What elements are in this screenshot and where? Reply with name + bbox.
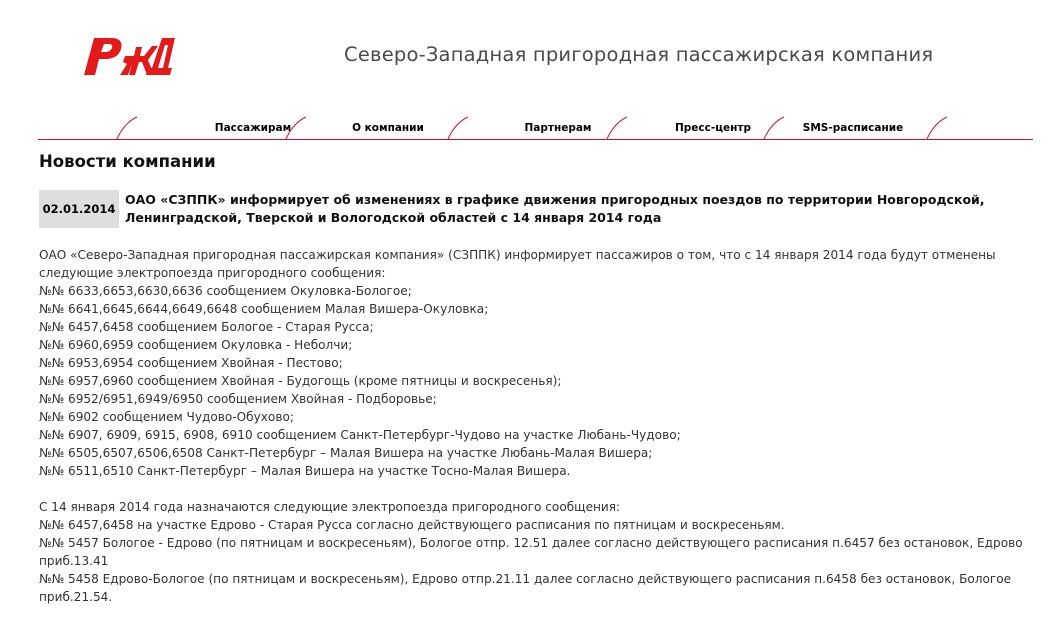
news-second-intro-text: С 14 января 2014 года назначаются следующие электропоезда пригородного сообщения: <box>39 500 621 514</box>
news-intro-text: ОАО «Северо-Западная пригородная пассажирская компания» (СЗППК) информирует пассажиров о том, что с 14 января 2014 года будут отменены следующие электропоезда пригородного сообщения: <box>39 248 996 280</box>
nav-item-partners[interactable]: Партнерам <box>524 122 592 134</box>
nav-tab-notch <box>606 116 628 140</box>
news-date: 02.01.2014 <box>39 190 119 228</box>
train-list-item: №№ 6960,6959 сообщением Окуловка - Неболчи; <box>39 338 353 352</box>
train-list-item: №№ 6907, 6909, 6915, 6908, 6910 сообщением Санкт-Петербург-Чудово на участке Любань-Чудово; <box>39 428 681 442</box>
nav-item-sms-schedule[interactable]: SMS-расписание <box>802 122 904 134</box>
train-list-item: №№ 6953,6954 сообщением Хвойная - Пестово; <box>39 356 343 370</box>
train-list-item: №№ 6957,6960 сообщением Хвойная - Будогощь (кроме пятницы и воскресенья); <box>39 374 562 388</box>
news-body <box>39 246 1029 606</box>
main-navigation <box>38 116 1033 142</box>
nav-tab-notch <box>447 116 469 140</box>
section-title: Новости компании <box>39 152 216 171</box>
paragraph-spacer <box>39 480 1029 498</box>
train-list-item: №№ 5457 Бологое - Едрово (по пятницам и воскресеньям), Бологое отпр. 12.51 далее согласно действующего расписания п.6457 без остановок, Едрово приб.13.41 <box>39 536 1023 568</box>
train-list-item: №№ 6457,6458 на участке Едрово - Старая Русса согласно действующего расписания по пятницам и воскресеньям. <box>39 518 785 532</box>
nav-item-passengers[interactable]: Пассажирам <box>214 122 292 134</box>
nav-tab-notch <box>763 116 785 140</box>
nav-tab-notch <box>116 116 138 140</box>
site-header <box>0 0 1055 110</box>
nav-item-press-center[interactable]: Пресс-центр <box>675 122 751 134</box>
nav-tab-notch <box>926 116 948 140</box>
train-list-item: №№ 6511,6510 Санкт-Петербург – Малая Вишера на участке Тосно-Малая Вишера. <box>39 464 571 478</box>
news-title[interactable]: ОАО «СЗППК» информирует об изменениях в графике движения пригородных поездов по территории Новгородской, Ленинградской, Тверской и Вологодской областей с 14 января 2014 года <box>125 192 985 225</box>
train-list-item: №№ 6952/6951,6949/6950 сообщением Хвойная - Подборовье; <box>39 392 437 406</box>
train-list-item: №№ 6641,6645,6644,6649,6648 сообщением Малая Вишера-Окуловка; <box>39 302 489 316</box>
nav-tab-notch <box>285 116 307 140</box>
train-list-item: №№ 6457,6458 сообщением Бологое - Старая Русса; <box>39 320 374 334</box>
rzd-logo[interactable] <box>82 34 176 76</box>
company-title: Северо-Западная пригородная пассажирская компания <box>344 43 934 66</box>
train-list-item: №№ 6633,6653,6630,6636 сообщением Окуловка-Бологое; <box>39 284 412 298</box>
train-list-item: №№ 5458 Едрово-Бологое (по пятницам и воскресеньям), Едрово отпр.21.11 далее согласно действующего расписания п.6458 без остановок, Бологое приб.21.54. <box>39 572 1012 604</box>
train-list-item: №№ 6505,6507,6506,6508 Санкт-Петербург – Малая Вишера на участке Любань-Малая Вишера; <box>39 446 653 460</box>
nav-item-about[interactable]: О компании <box>352 122 424 134</box>
train-list-item: №№ 6902 сообщением Чудово-Обухово; <box>39 410 294 424</box>
